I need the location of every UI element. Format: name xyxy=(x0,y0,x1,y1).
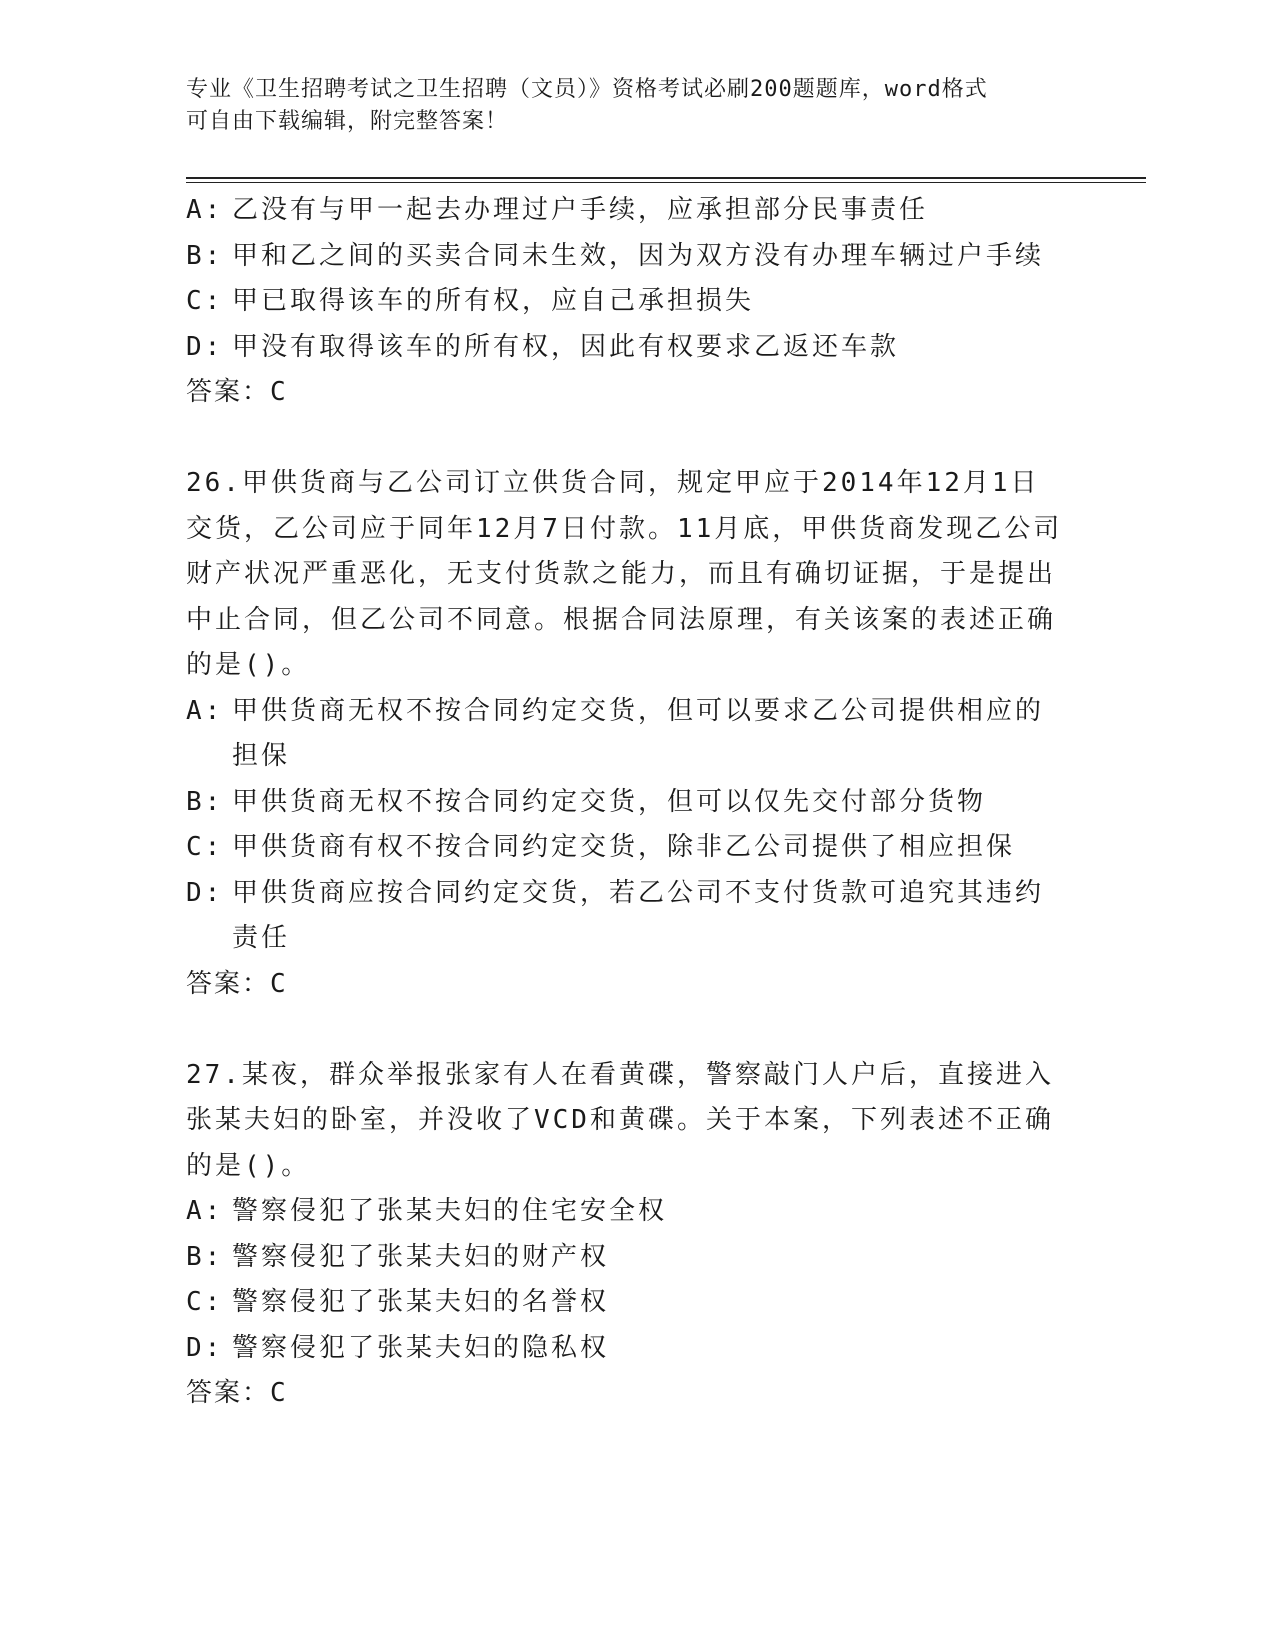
answer: 答案：C xyxy=(186,377,288,407)
option-text: 警察侵犯了张某夫妇的住宅安全权 xyxy=(232,1196,668,1226)
question-26 xyxy=(186,461,1066,1007)
option-key: C: xyxy=(186,1287,224,1317)
option-b xyxy=(186,780,1066,826)
option-c xyxy=(186,279,1066,325)
option-text: 甲没有取得该车的所有权，因此有权要求乙返还车款 xyxy=(232,331,900,362)
option-text: 甲供货商应按合同约定交货，若乙公司不支付货款可追究其违约责任 xyxy=(232,877,1045,953)
option-a xyxy=(186,1189,1066,1235)
option-text: 甲供货商无权不按合同约定交货，但可以要求乙公司提供相应的担保 xyxy=(232,695,1045,771)
option-text: 甲已取得该车的所有权，应自己承担损失 xyxy=(232,286,755,316)
question-25 xyxy=(186,188,1066,416)
option-text: 警察侵犯了张某夫妇的隐私权 xyxy=(232,1332,610,1363)
header-line-2: 可自由下载编辑，附完整答案！ xyxy=(186,109,509,134)
option-d xyxy=(186,325,1066,371)
option-text: 甲供货商有权不按合同约定交货，除非乙公司提供了相应担保 xyxy=(232,832,1016,862)
option-d xyxy=(186,1326,1066,1372)
option-key: A: xyxy=(186,1196,224,1226)
option-key: C: xyxy=(186,832,224,862)
spacer xyxy=(186,416,1066,462)
option-d xyxy=(186,871,1066,962)
option-a xyxy=(186,689,1066,780)
option-c xyxy=(186,1280,1066,1326)
option-key: D: xyxy=(186,1332,224,1363)
option-key: B: xyxy=(186,240,224,271)
option-text: 警察侵犯了张某夫妇的名誉权 xyxy=(232,1287,610,1317)
option-c xyxy=(186,825,1066,871)
option-b xyxy=(186,1235,1066,1281)
option-key: B: xyxy=(186,1241,224,1272)
option-a xyxy=(186,188,1066,234)
option-key: B: xyxy=(186,786,224,817)
header-line-1: 专业《卫生招聘考试之卫生招聘（文员）》资格考试必刷200题题库，word格式 xyxy=(186,77,988,102)
answer: 答案：C xyxy=(186,968,288,999)
option-key: A: xyxy=(186,195,224,225)
option-text: 警察侵犯了张某夫妇的财产权 xyxy=(232,1241,610,1272)
option-key: D: xyxy=(186,877,224,908)
question-stem: 26.甲供货商与乙公司订立供货合同，规定甲应于2014年12月1日交货，乙公司应于同年12月7日付款。11月底，甲供货商发现乙公司财产状况严重恶化，无支付货款之能力，而且有确切证据，于是提出中止合同，但乙公司不同意。根据合同法原理，有关该案的表述正确的是()。 xyxy=(186,468,1063,680)
option-b xyxy=(186,234,1066,280)
header-divider-thin xyxy=(186,182,1146,183)
header-divider-thick xyxy=(186,177,1146,179)
option-text: 甲和乙之间的买卖合同未生效，因为双方没有办理车辆过户手续 xyxy=(232,240,1045,271)
question-stem: 27.某夜，群众举报张家有人在看黄碟，警察敲门人户后，直接进入张某夫妇的卧室，并没收了VCD和黄碟。关于本案，下列表述不正确的是()。 xyxy=(186,1059,1054,1181)
option-text: 甲供货商无权不按合同约定交货，但可以仅先交付部分货物 xyxy=(232,786,987,817)
option-text: 乙没有与甲一起去办理过户手续，应承担部分民事责任 xyxy=(232,195,929,225)
option-key: A: xyxy=(186,695,224,726)
spacer xyxy=(186,1007,1066,1053)
option-key: D: xyxy=(186,331,224,362)
answer: 答案：C xyxy=(186,1378,288,1408)
question-content xyxy=(186,188,1066,1417)
question-27 xyxy=(186,1053,1066,1417)
option-key: C: xyxy=(186,286,224,316)
document-header xyxy=(186,74,1066,138)
